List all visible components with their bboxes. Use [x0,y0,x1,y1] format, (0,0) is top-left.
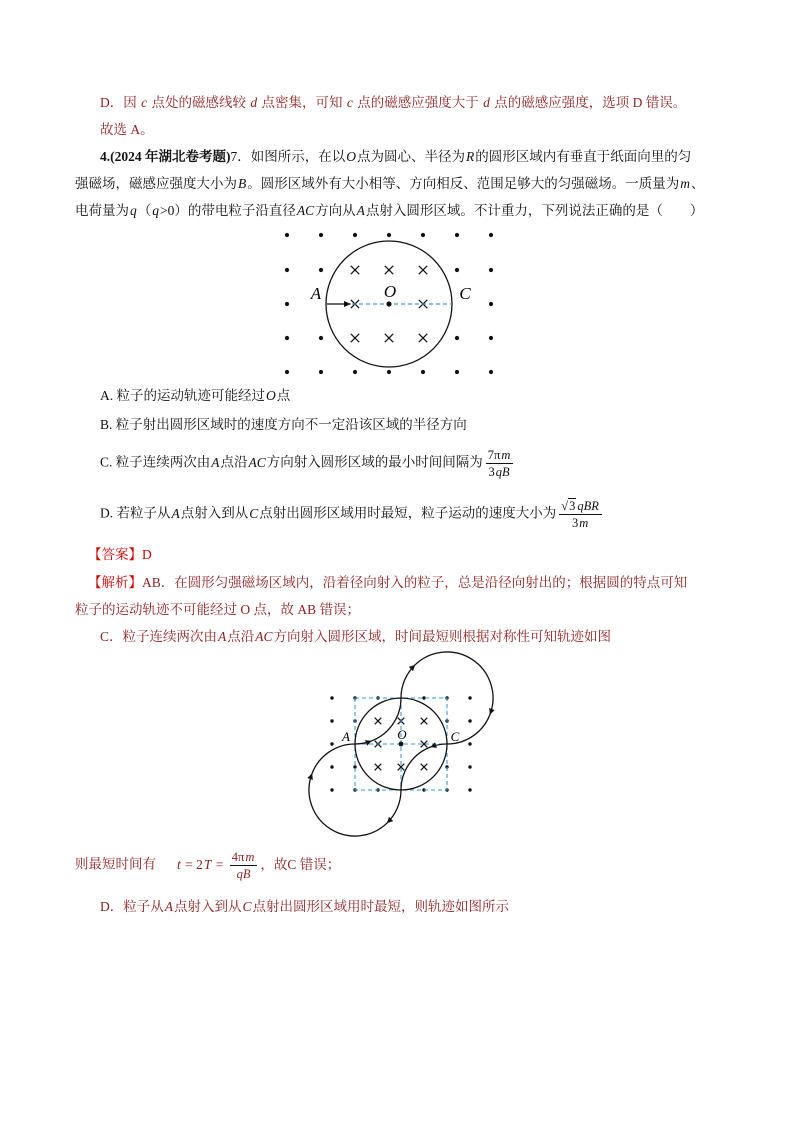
math-variable: m [579,516,589,530]
text-run: 。圆形区域外有大小相等、方向相反、范围足够大的匀强磁场。一质量为 [247,176,680,191]
math-variable: c [141,95,148,110]
text-run: 3 [488,465,495,479]
field-dot [285,268,289,272]
field-dot [319,268,323,272]
text-run: 粒子的运动轨迹不可能经过 O 点，故 AB 错误； [75,602,361,617]
text-run: = [212,856,227,872]
math-variable: q [152,203,159,218]
square-root [561,498,576,513]
math-variable: O [266,388,276,403]
text-run: 则最短时间有 [75,856,156,872]
text-run: C. 粒子连续两次由 [100,454,211,470]
math-variable: A [218,629,227,644]
math-variable: qB [495,465,510,479]
text-run: 4π [231,850,245,864]
text-run: 点沿 [227,629,255,644]
label-o: O [383,282,397,301]
text-run: = 2 [181,856,203,872]
math-variable: m [680,176,690,191]
field-dot [455,268,459,272]
text-run: 强磁场，磁感应强度大小为 [75,176,237,191]
text-run: C．粒子连续两次由 [100,629,218,644]
text-run: 、 [691,176,705,191]
field-cross [421,764,428,771]
math-variable: T [203,856,212,872]
field-dot [319,233,323,237]
field-dot [489,233,493,237]
option-a [100,387,290,405]
text-run: 电荷量为 [75,203,129,218]
field-cross [351,334,359,342]
field-dot [330,719,333,722]
field-dot [330,742,333,745]
analysis-line-2 [75,601,360,619]
text-run: 方向从 [315,203,356,218]
math-variable: A [211,454,220,470]
field-dot [285,370,289,374]
fraction-numerator [559,499,602,515]
question-stem-line-1 [100,148,691,166]
field-cross [421,718,428,725]
field-dot [330,788,333,791]
trajectory-inner-arc-c [401,747,431,790]
text-run: 故选 A。 [100,122,154,137]
trajectory-outer-arc-top [401,665,414,698]
field-cross [419,334,427,342]
trajectory-outer-arc-bottom [312,744,355,774]
math-variable: m [245,850,255,864]
text-run: 点射出圆形区域用时最短，粒子运动的速度大小为 [259,505,557,521]
field-dot [353,370,357,374]
text-run: 7π [487,448,501,462]
field-dot [353,233,357,237]
math-variable: O [346,149,356,164]
field-dot [455,233,459,237]
math-variable: AC [296,203,315,218]
math-variable: qBR [577,499,599,513]
label-a: A [342,729,350,744]
field-dot [319,370,323,374]
field-dot [468,742,471,745]
math-variable: m [501,448,511,462]
text-run: 点为圆心、半径为 [357,149,465,164]
text-run: 点射入到从 [180,505,249,521]
text-run: 方向射入圆形区域的最小时间间隔为 [266,454,483,470]
label-c: C [459,284,471,303]
field-dot [468,765,471,768]
answer-line [88,546,152,564]
fraction [230,850,258,881]
text-run: >0）的带电粒子沿直径 [160,203,296,218]
text-run: A. 粒子的运动轨迹可能经过 [100,388,265,403]
previous-option-d-analysis [100,94,686,112]
field-dot [330,696,333,699]
field-dot [285,302,289,306]
field-dot [285,233,289,237]
math-variable: d [250,95,258,110]
math-variable: d [483,95,490,110]
question-stem-line-3 [75,202,703,220]
field-dot [489,268,493,272]
field-cross [375,764,382,771]
field-dot [468,788,471,791]
math-variable: A [356,203,365,218]
fraction [559,499,602,530]
analysis-trajectory-figure [300,640,505,845]
text-run: 点射入到从 [174,899,242,914]
analysis-line-1-text [142,575,687,590]
field-dot [319,336,323,340]
fraction-denominator [487,464,513,479]
field-dot [387,370,391,374]
text-run: 点射出圆形区域用时最短，则轨迹如图所示 [252,899,510,914]
center-point-o [399,742,404,747]
text-run: （ [137,203,152,218]
field-cross [351,266,359,274]
option-b [100,416,467,434]
trajectory-outer-arc-bottom [309,774,388,836]
text-run: B. 粒子射出圆形区域时的速度方向不一定沿该区域的半径方向 [100,417,467,432]
field-dot [455,370,459,374]
text-run: 点的磁感应强度大于 [353,95,483,110]
math-variable: q [130,203,137,218]
option-c [100,448,516,479]
math-variable: t [177,856,181,872]
previous-conclusion [100,121,154,139]
math-variable: R [466,149,475,164]
radical-sign: √ [561,499,569,513]
option-d [100,499,605,530]
fraction [486,448,514,479]
field-dot [421,233,425,237]
math-variable: A [171,505,180,521]
text-run: 点的磁感应强度，选项 D 错误。 [490,95,687,110]
field-dot [455,336,459,340]
question-figure [270,220,510,390]
field-cross [385,334,393,342]
field-dot [468,719,471,722]
answer-label: 【答案】 [88,547,142,562]
field-cross [385,266,393,274]
label-a: A [310,284,322,303]
answer-value: D [142,547,152,562]
text-run: 点沿 [220,454,248,470]
field-dot [489,336,493,340]
field-dot [489,302,493,306]
fraction-denominator [234,866,254,881]
text-run: D. 若粒子从 [100,505,171,521]
text-run: 点处的磁感线较 [148,95,250,110]
analysis-option-d-line [100,898,509,916]
text-run: 点密集，可知 [258,95,346,110]
minimum-time-line [75,850,340,881]
analysis-line-1 [88,574,687,592]
field-dot [285,336,289,340]
field-dot [330,765,333,768]
question-stem-line-2 [75,175,705,193]
math-variable: AC [248,454,266,470]
math-variable: AC [255,629,273,644]
text-run: 方向射入圆形区域，时间最短则根据对称性可知轨迹如图 [273,629,612,644]
math-variable: C [242,899,252,914]
field-dot [468,696,471,699]
text-run: 7．如图所示，在以 [230,149,346,164]
fraction-denominator [570,515,591,530]
minimum-time-prefix [75,857,156,872]
analysis-label: 【解析】 [88,575,142,590]
text-run: 点射入圆形区域。不计重力，下列说法正确的是（ ） [365,203,704,218]
field-cross [419,266,427,274]
question-source-label: 4.(2024 年湖北卷考题) [100,149,231,164]
text-run: 点 [276,388,291,403]
field-cross [375,718,382,725]
math-variable: qB [236,867,251,881]
minimum-time-formula [176,850,341,881]
text-run: D．因 [100,95,141,110]
label-c: C [450,729,460,744]
field-dot [421,370,425,374]
radicand: 3 [569,499,576,513]
math-variable: c [346,95,353,110]
trajectory-outer-arc-top [414,652,493,714]
trajectory-inner-arc-a [355,741,371,744]
fraction-numerator [486,448,514,464]
math-variable: C [249,505,259,521]
field-dot [489,370,493,374]
math-variable: A [164,899,173,914]
trajectory-outer-arc-bottom [388,790,401,823]
label-o: O [397,727,407,742]
text-run: 3 [571,516,579,530]
text-run: D．粒子从 [100,899,164,914]
text-run: 的圆形区域内有垂直于纸面向里的匀 [475,149,692,164]
math-variable: B [238,176,247,191]
text-run: AB．在圆形匀强磁场区域内，沿着径向射入的粒子，总是沿径向射出的；根据圆的特点可知 [142,575,688,590]
center-point-o [386,301,391,306]
field-dot [387,233,391,237]
text-run: ，故C 错误； [260,856,341,872]
fraction-numerator [230,850,258,866]
